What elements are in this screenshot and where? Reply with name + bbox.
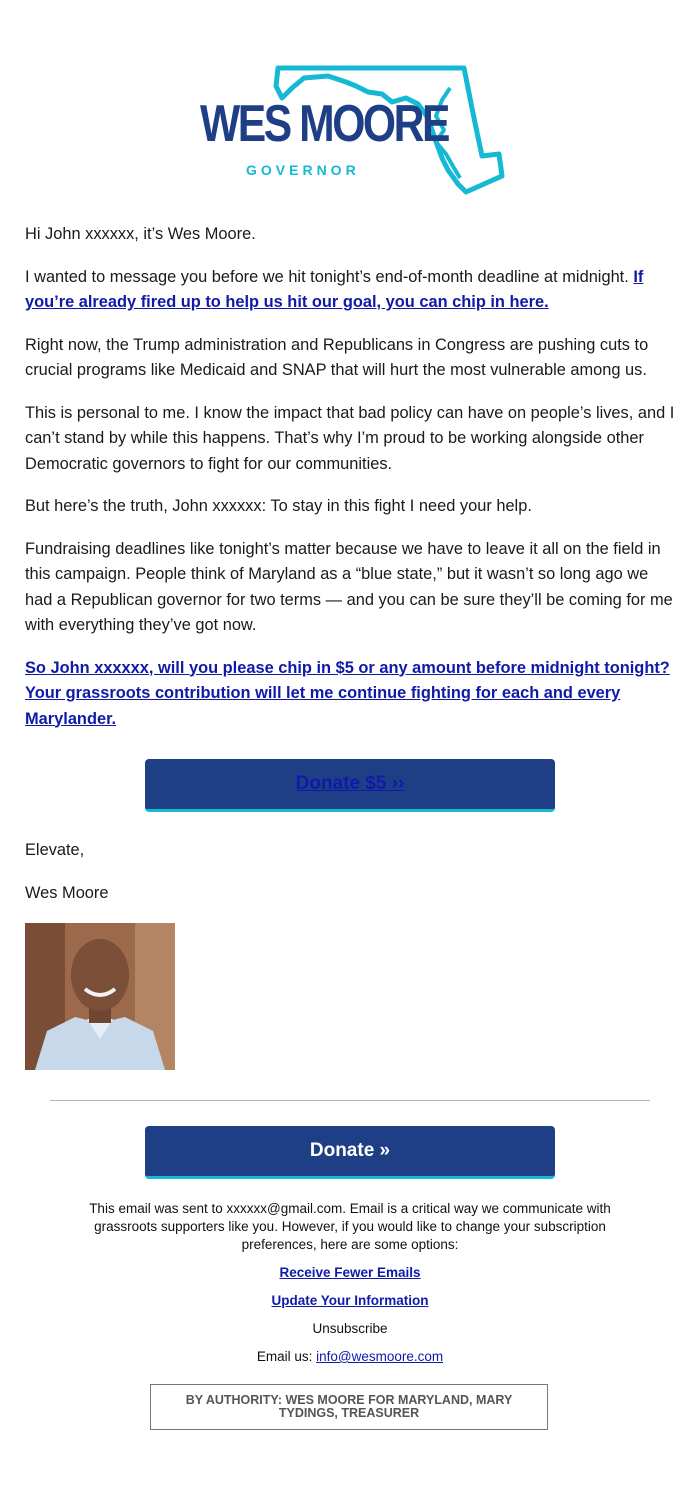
email-us	[75, 1348, 625, 1366]
deadline-text: I wanted to message you before we hit tonight’s end-of-month deadline at midnight.	[25, 267, 629, 286]
greeting: Hi John xxxxxx, it’s Wes Moore.	[25, 225, 256, 243]
footer	[75, 1200, 625, 1376]
email-body	[25, 222, 675, 1070]
wes-moore-photo	[25, 923, 175, 1070]
divider	[50, 1100, 650, 1101]
paragraph-fundraising: Fundraising deadlines like tonight’s matter because we have to leave it all on the field in this campaign. People think of Maryland as a “blue state,” but it wasn’t so long ago we had a Republican governor for two terms — and you can be sure they’ll be coming for me with everything they’ve got now.	[25, 539, 673, 634]
email-address-link[interactable]: info@wesmoore.com	[316, 1349, 444, 1364]
signature-name: Wes Moore	[25, 883, 109, 902]
donate-button-wrap	[0, 1126, 700, 1179]
portrait-illustration	[25, 923, 175, 1070]
email-us-label: Email us:	[256, 1349, 313, 1364]
logo-name: WES MOORE	[200, 95, 448, 153]
chip-in-link[interactable]: If you’re already fired up to help us hit our goal, you can chip in here.	[25, 267, 644, 311]
paragraph-truth: But here’s the truth, John xxxxxx: To stay in this fight I need your help.	[25, 497, 532, 515]
paragraph-cuts: Right now, the Trump administration and Republicans in Congress are pushing cuts to crucial programs like Medicaid and SNAP that will hurt the most vulnerable among us.	[25, 335, 649, 379]
update-information-link[interactable]: Update Your Information	[271, 1293, 429, 1308]
cta-link[interactable]: So John xxxxxx, will you please chip in $5 or any amount before midnight tonight? Your grassroots contribution will let me continue fighting for each and every Marylander.	[25, 658, 670, 728]
paragraph-deadline	[25, 265, 675, 316]
authority-disclaimer: BY AUTHORITY: WES MOORE FOR MARYLAND, MARY TYDINGS, TREASURER	[150, 1384, 548, 1430]
logo-subtitle: GOVERNOR	[246, 162, 360, 178]
paragraph-cta	[25, 656, 675, 733]
receive-fewer-emails-link[interactable]: Receive Fewer Emails	[279, 1265, 421, 1280]
donate-button[interactable]: Donate »	[145, 1126, 555, 1179]
unsubscribe-link[interactable]: Unsubscribe	[312, 1321, 388, 1336]
signature	[25, 838, 675, 1070]
signoff: Elevate,	[25, 841, 85, 859]
footer-notice: This email was sent to xxxxxx@gmail.com. Email is a critical way we communicate with grassroots supporters like you. However, if you would like to change your subscription preferences, here are some options:	[89, 1201, 611, 1252]
paragraph-personal: This is personal to me. I know the impact that bad policy can have on people’s lives, and I can’t stand by while this happens. That’s why I’m proud to be working alongside other Democratic governors to fight for our communities.	[25, 403, 675, 473]
donate-5-button[interactable]: Donate $5 ››	[145, 759, 555, 812]
logo	[0, 58, 700, 198]
